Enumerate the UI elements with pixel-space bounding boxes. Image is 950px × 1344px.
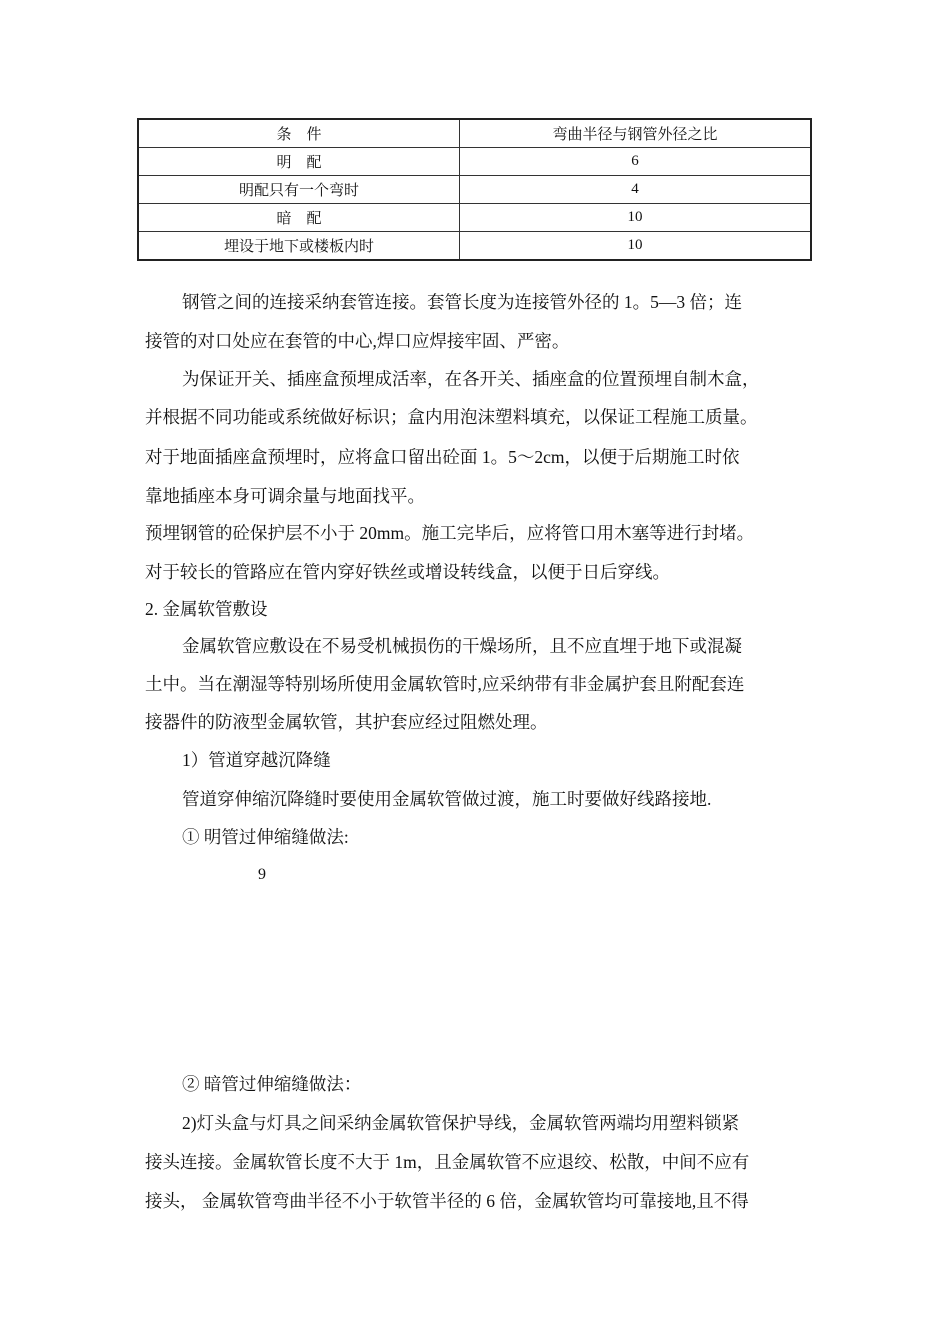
- text-line: ② 暗管过伸缩缝做法：: [182, 1074, 362, 1094]
- subsection-heading: 1）管道穿越沉降缝: [182, 750, 331, 770]
- table-row: [138, 176, 811, 204]
- text-line: 预埋钢管的砼保护层不小于 20mm。施工完毕后，应将管口用木塞等进行封堵。: [145, 523, 755, 543]
- text-line: 对于较长的管路应在管内穿好铁丝或增设转线盒，以便于日后穿线。: [145, 562, 670, 582]
- figure-number: 9: [258, 866, 266, 883]
- table-cell: 暗 配: [138, 204, 460, 232]
- table-cell: 4: [460, 176, 812, 204]
- text-line: 接器件的防液型金属软管，其护套应经过阻燃处理。: [145, 712, 548, 732]
- table-row: [138, 232, 811, 261]
- table-row: [138, 204, 811, 232]
- text-line: 钢管之间的连接采纳套管连接。套管长度为连接管外径的 1。5—3 倍；连: [182, 292, 742, 312]
- table-cell: 明 配: [138, 148, 460, 176]
- table-cell: 10: [460, 204, 812, 232]
- table-cell: 明配只有一个弯时: [138, 176, 460, 204]
- text-line: ① 明管过伸缩缝做法:: [182, 827, 349, 847]
- text-line: 并根据不同功能或系统做好标识；盒内用泡沫塑料填充，以保证工程施工质量。: [145, 407, 758, 427]
- table-header-row: [138, 119, 811, 148]
- text-line: 接头连接。金属软管长度不大于 1m，且金属软管不应退绞、松散，中间不应有: [145, 1152, 750, 1172]
- table-cell: 6: [460, 148, 812, 176]
- text-line: 对于地面插座盒预埋时，应将盒口留出砼面 1。5～2cm，以便于后期施工时依: [145, 447, 740, 467]
- text-line: 金属软管应敷设在不易受机械损伤的干燥场所，且不应直埋于地下或混凝: [182, 636, 742, 656]
- text-line: 2)灯头盒与灯具之间采纳金属软管保护导线，金属软管两端均用塑料锁紧: [182, 1113, 740, 1133]
- table-header-cell: 弯曲半径与钢管外径之比: [460, 119, 812, 148]
- text-line: 接头， 金属软管弯曲半径不小于软管半径的 6 倍，金属软管均可靠接地,且不得: [145, 1191, 749, 1211]
- table-cell: 10: [460, 232, 812, 261]
- bend-radius-table: [137, 118, 812, 261]
- table-cell: 埋设于地下或楼板内时: [138, 232, 460, 261]
- text-line: 靠地插座本身可调余量与地面找平。: [145, 486, 425, 506]
- table-header-cell: 条 件: [138, 119, 460, 148]
- table-row: [138, 148, 811, 176]
- text-line: 为保证开关、插座盒预埋成活率，在各开关、插座盒的位置预埋自制木盒，: [182, 369, 760, 389]
- text-line: 土中。当在潮湿等特别场所使用金属软管时,应采纳带有非金属护套且附配套连: [145, 674, 745, 694]
- text-line: 管道穿伸缩沉降缝时要使用金属软管做过渡，施工时要做好线路接地.: [182, 789, 712, 809]
- section-heading: 2. 金属软管敷设: [145, 599, 268, 619]
- text-line: 接管的对口处应在套管的中心,焊口应焊接牢固、严密。: [145, 331, 570, 351]
